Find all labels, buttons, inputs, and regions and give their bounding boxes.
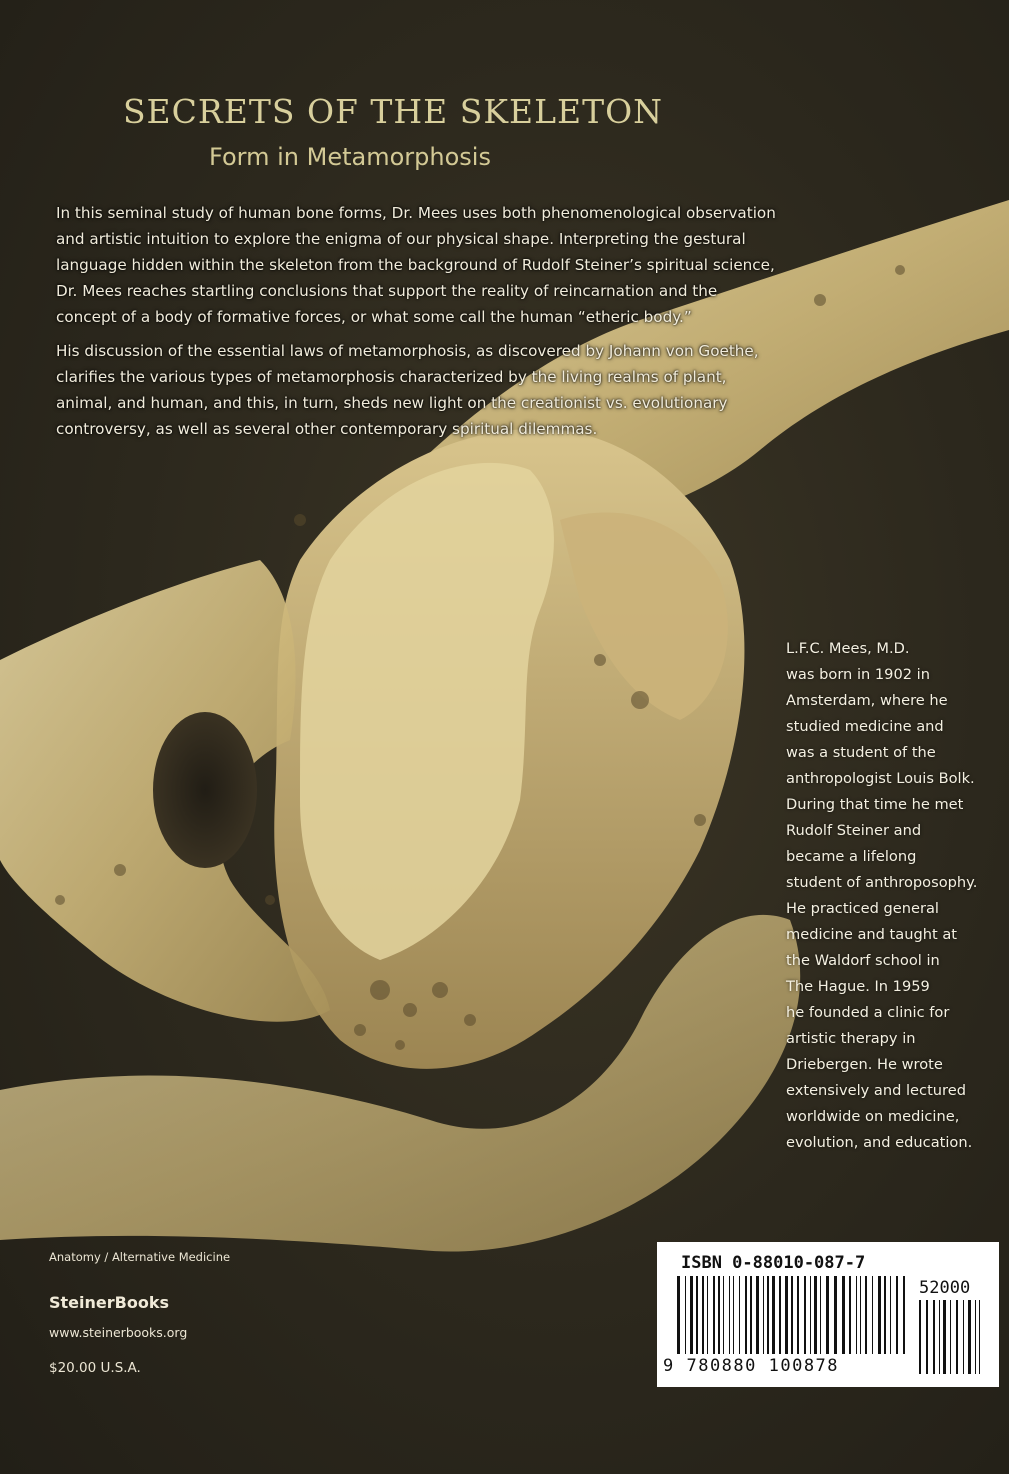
barcode-bar — [791, 1276, 793, 1354]
barcode-bar — [842, 1276, 845, 1354]
publisher-name: SteinerBooks — [49, 1293, 169, 1312]
bio-line: worldwide on medicine, — [786, 1108, 960, 1125]
barcode-bar — [739, 1276, 740, 1354]
bio-line: Rudolf Steiner and — [786, 822, 922, 839]
price-label: $20.00 U.S.A. — [49, 1360, 141, 1376]
barcode-bar — [690, 1276, 693, 1354]
barcode-bar — [896, 1276, 898, 1354]
bio-line: student of anthroposophy. — [786, 874, 978, 891]
barcode-bar — [772, 1276, 775, 1354]
barcode-bar — [926, 1300, 928, 1374]
bio-line: the Waldorf school in — [786, 952, 940, 969]
barcode-bar — [890, 1276, 891, 1354]
barcode-bar — [779, 1276, 781, 1354]
barcode-bar — [804, 1276, 806, 1354]
barcode-bar — [733, 1276, 734, 1354]
description-paragraph: In this seminal study of human bone forms, Dr. Mees uses both phenomenological observation and artistic intuition to explore the enigma of our physical shape. Interpreting the gestural language hidden within the skeleton from the background of Rudolf Steiner’s spiritual science, Dr. Mees reaches startling conclusions that support the reality of reincarnation and the concept of a body of formative forces, or what some call the human “etheric body.” — [56, 204, 776, 326]
bio-line: anthropologist Louis Bolk. — [786, 770, 975, 787]
barcode-bar — [963, 1300, 964, 1374]
barcode-bar — [956, 1300, 958, 1374]
barcode-bar — [903, 1276, 905, 1354]
book-description — [56, 200, 776, 450]
barcode-bar — [750, 1276, 752, 1354]
book-title: SECRETS OF THE SKELETON — [122, 92, 664, 131]
bio-line: L.F.C. Mees, M.D. — [786, 640, 910, 657]
barcode-bar — [865, 1276, 867, 1354]
barcode-bar — [696, 1276, 698, 1354]
barcode-bar — [933, 1300, 935, 1374]
isbn-barcode — [657, 1242, 999, 1387]
ean-barcode-bars — [677, 1276, 909, 1354]
barcode-bar — [826, 1276, 829, 1354]
author-bio — [786, 636, 1001, 1156]
bio-line: studied medicine and — [786, 718, 944, 735]
barcode-bar — [968, 1300, 971, 1374]
bio-line: During that time he met — [786, 796, 964, 813]
barcode-bar — [884, 1276, 886, 1354]
ean-digits: 9 780880 100878 — [663, 1356, 840, 1376]
book-subtitle: Form in Metamorphosis — [209, 143, 491, 171]
bio-line: became a lifelong — [786, 848, 917, 865]
barcode-bar — [943, 1300, 946, 1374]
barcode-bar — [707, 1276, 708, 1354]
description-paragraph: His discussion of the essential laws of metamorphosis, as discovered by Johann von Goethe, clarifies the various types of metamorphosis characterized by the living realms of plant, animal, and human, and this, in turn, sheds new light on the creationist vs. evolutionary controversy, as well as several other contemporary spiritual dilemmas. — [56, 342, 759, 438]
isbn-number: ISBN 0-88010-087-7 — [681, 1253, 866, 1273]
barcode-bar — [939, 1300, 940, 1374]
barcode-bar — [797, 1276, 799, 1354]
barcode-bar — [723, 1276, 724, 1354]
addon-barcode-bars — [919, 1300, 985, 1374]
barcode-bar — [729, 1276, 730, 1354]
bio-line: was born in 1902 in — [786, 666, 930, 683]
barcode-bar — [860, 1276, 861, 1354]
bio-line: evolution, and education. — [786, 1134, 973, 1151]
barcode-bar — [713, 1276, 715, 1354]
barcode-bar — [979, 1300, 980, 1374]
bio-line: Driebergen. He wrote — [786, 1056, 943, 1073]
barcode-bar — [785, 1276, 788, 1354]
bio-line: artistic therapy in — [786, 1030, 916, 1047]
barcode-bar — [745, 1276, 747, 1354]
bio-line: was a student of the — [786, 744, 936, 761]
barcode-bar — [756, 1276, 759, 1354]
barcode-bar — [677, 1276, 680, 1354]
barcode-bar — [950, 1300, 951, 1374]
barcode-bar — [878, 1276, 881, 1354]
barcode-bar — [975, 1300, 976, 1374]
barcode-bar — [767, 1276, 769, 1354]
barcode-bar — [763, 1276, 764, 1354]
barcode-bar — [718, 1276, 720, 1354]
bio-line: He practiced general — [786, 900, 939, 917]
bio-line: extensively and lectured — [786, 1082, 966, 1099]
bio-line: medicine and taught at — [786, 926, 958, 943]
barcode-bar — [685, 1276, 686, 1354]
barcode-bar — [849, 1276, 851, 1354]
bio-line: The Hague. In 1959 — [786, 978, 930, 995]
category-label: Anatomy / Alternative Medicine — [49, 1250, 231, 1264]
barcode-bar — [702, 1276, 704, 1354]
barcode-bar — [872, 1276, 873, 1354]
barcode-bar — [820, 1276, 821, 1354]
barcode-price-code: 52000 — [919, 1278, 971, 1298]
bio-line: Amsterdam, where he — [786, 692, 948, 709]
barcode-bar — [919, 1300, 921, 1374]
bio-line: he founded a clinic for — [786, 1004, 950, 1021]
barcode-bar — [814, 1276, 817, 1354]
barcode-bar — [856, 1276, 857, 1354]
barcode-bar — [834, 1276, 837, 1354]
barcode-bar — [810, 1276, 811, 1354]
publisher-website: www.steinerbooks.org — [49, 1325, 188, 1340]
